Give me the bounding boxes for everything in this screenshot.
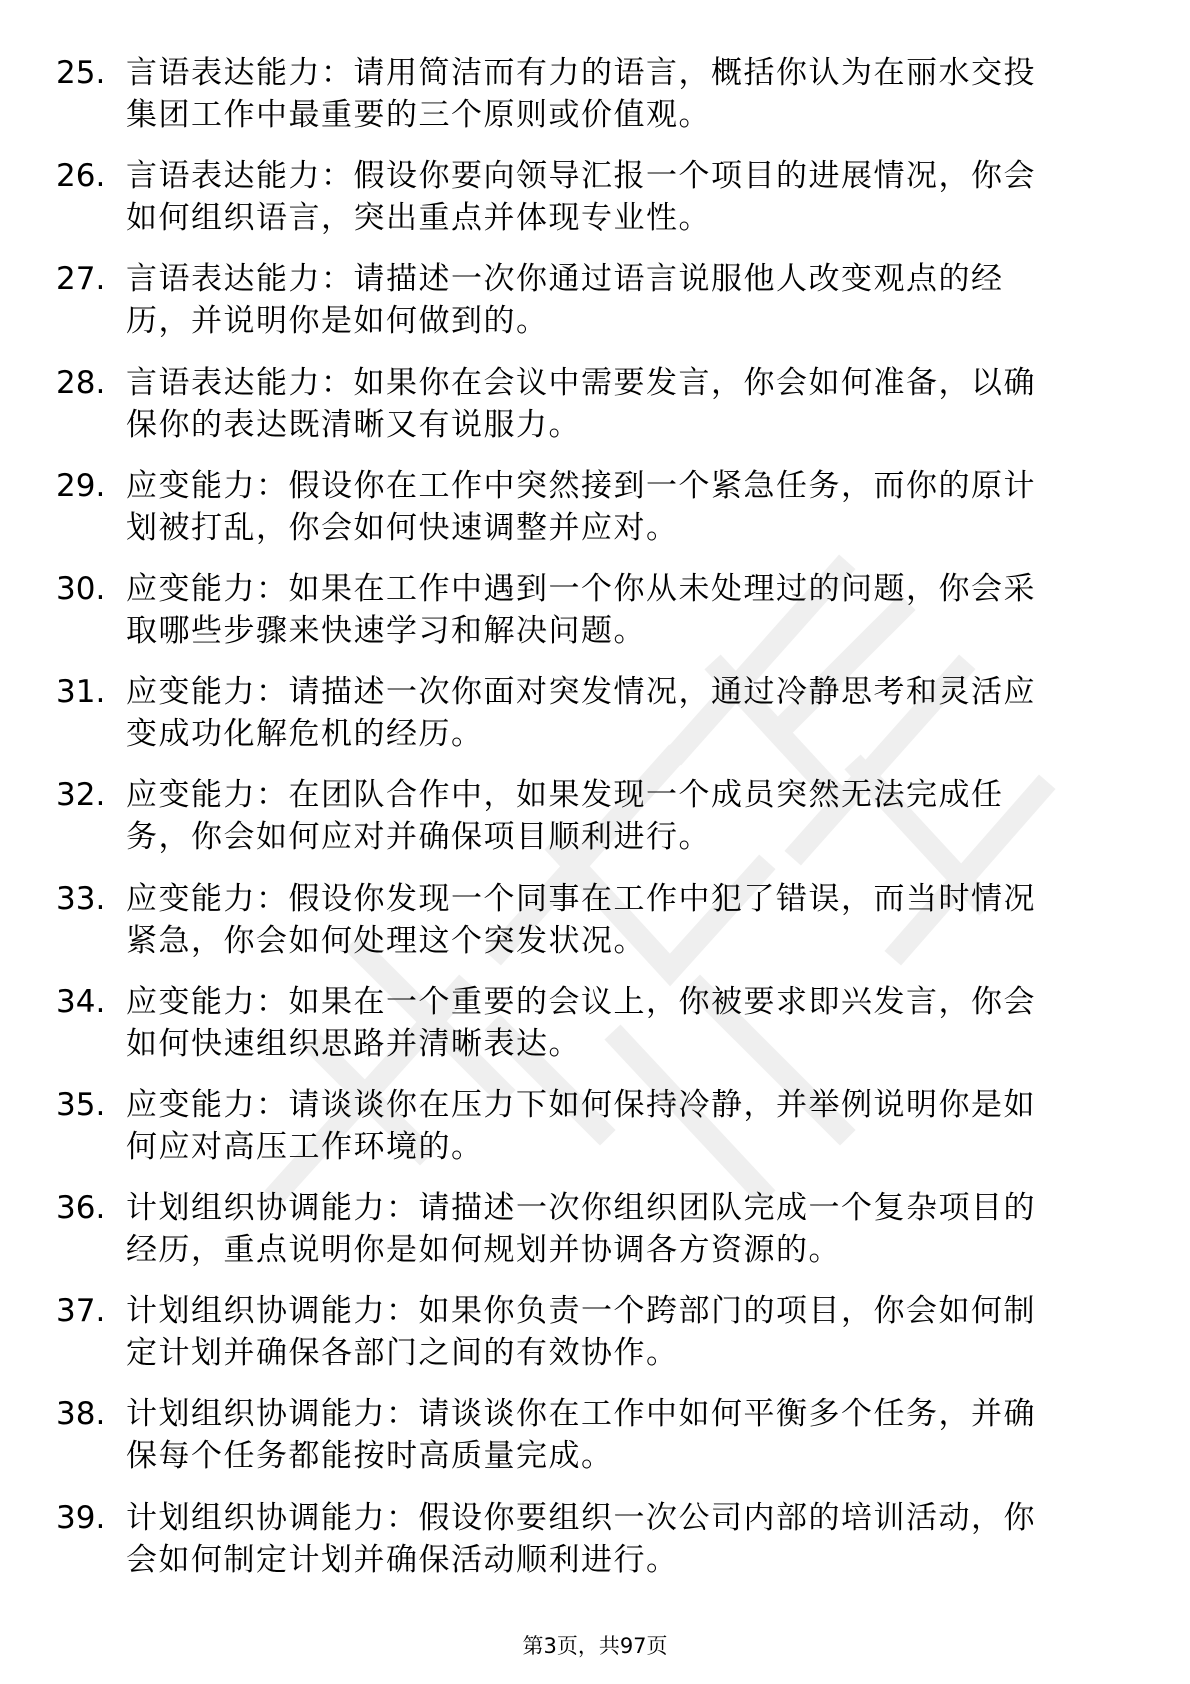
item-text bbox=[126, 362, 1126, 446]
item-text-line: 历，并说明你是如何做到的。 bbox=[126, 303, 549, 340]
item-text-line: 言语表达能力：请用简洁而有力的语言，概括你认为在丽水交投 bbox=[126, 55, 1036, 91]
item-text-line: 保每个任务都能按时高质量完成。 bbox=[126, 1438, 614, 1475]
item-text-line: 保你的表达既清晰又有说服力。 bbox=[126, 406, 581, 443]
item-text bbox=[126, 1290, 1126, 1374]
item-text-line: 计划组织协调能力：请描述一次你组织团队完成一个复杂项目的 bbox=[126, 1190, 1036, 1227]
item-text-line: 应变能力：假设你发现一个同事在工作中犯了错误，而当时情况 bbox=[126, 880, 1036, 917]
list-item bbox=[56, 362, 1136, 465]
item-text bbox=[126, 981, 1126, 1065]
item-number: 33. bbox=[56, 880, 106, 917]
item-number: 35. bbox=[56, 1086, 106, 1123]
list-item bbox=[56, 1393, 1136, 1496]
item-text-line: 计划组织协调能力：假设你要组织一次公司内部的培训活动，你 bbox=[126, 1499, 1036, 1536]
item-text-line: 紧急，你会如何处理这个突发状况。 bbox=[126, 922, 646, 959]
item-number: 25. bbox=[56, 55, 106, 91]
item-number: 28. bbox=[56, 364, 106, 401]
item-text bbox=[126, 258, 1126, 342]
item-number: 32. bbox=[56, 777, 106, 814]
item-number: 27. bbox=[56, 261, 106, 298]
item-text-line: 应变能力：请谈谈你在压力下如何保持冷静，并举例说明你是如 bbox=[126, 1086, 1036, 1123]
question-list bbox=[56, 52, 1136, 1600]
item-text bbox=[126, 774, 1126, 858]
item-text-line: 何应对高压工作环境的。 bbox=[126, 1128, 484, 1165]
item-text bbox=[126, 1187, 1126, 1271]
item-number: 34. bbox=[56, 983, 106, 1020]
item-text-line: 取哪些步骤来快速学习和解决问题。 bbox=[126, 612, 646, 649]
item-text bbox=[126, 878, 1126, 962]
item-number: 39. bbox=[56, 1499, 106, 1536]
item-text bbox=[126, 1393, 1126, 1477]
item-text-line: 言语表达能力：如果你在会议中需要发言，你会如何准备，以确 bbox=[126, 364, 1036, 401]
list-item bbox=[56, 878, 1136, 981]
list-item bbox=[56, 568, 1136, 671]
item-text-line: 应变能力：在团队合作中，如果发现一个成员突然无法完成任 bbox=[126, 777, 1004, 814]
item-text-line: 言语表达能力：假设你要向领导汇报一个项目的进展情况，你会 bbox=[126, 158, 1036, 195]
list-item bbox=[56, 671, 1136, 774]
item-text bbox=[126, 155, 1126, 239]
item-number: 30. bbox=[56, 570, 106, 607]
item-text-line: 变成功化解危机的经历。 bbox=[126, 716, 484, 753]
item-text-line: 应变能力：请描述一次你面对突发情况，通过冷静思考和灵活应 bbox=[126, 674, 1036, 711]
item-text-line: 如何组织语言，突出重点并体现专业性。 bbox=[126, 200, 711, 237]
item-text-line: 如何快速组织思路并清晰表达。 bbox=[126, 1025, 581, 1062]
item-text-line: 应变能力：如果在工作中遇到一个你从未处理过的问题，你会采 bbox=[126, 570, 1036, 607]
item-text bbox=[126, 52, 1126, 136]
item-text-line: 言语表达能力：请描述一次你通过语言说服他人改变观点的经 bbox=[126, 261, 1004, 298]
list-item bbox=[56, 155, 1136, 258]
page-number-footer: 第3页，共97页 bbox=[522, 1634, 668, 1658]
item-text bbox=[126, 671, 1126, 755]
item-text-line: 应变能力：如果在一个重要的会议上，你被要求即兴发言，你会 bbox=[126, 983, 1036, 1020]
item-text-line: 定计划并确保各部门之间的有效协作。 bbox=[126, 1335, 679, 1372]
list-item bbox=[56, 1497, 1136, 1600]
item-number: 31. bbox=[56, 674, 106, 711]
item-text bbox=[126, 465, 1126, 549]
item-text-line: 计划组织协调能力：请谈谈你在工作中如何平衡多个任务，并确 bbox=[126, 1396, 1036, 1433]
item-text bbox=[126, 1084, 1126, 1168]
item-text-line: 集团工作中最重要的三个原则或价值观。 bbox=[126, 97, 711, 133]
item-number: 29. bbox=[56, 467, 106, 504]
list-item bbox=[56, 1187, 1136, 1290]
list-item bbox=[56, 52, 1136, 155]
list-item bbox=[56, 258, 1136, 361]
item-number: 26. bbox=[56, 158, 106, 195]
list-item bbox=[56, 465, 1136, 568]
list-item bbox=[56, 774, 1136, 877]
item-number: 37. bbox=[56, 1293, 106, 1330]
item-text bbox=[126, 1497, 1126, 1581]
list-item bbox=[56, 981, 1136, 1084]
item-text-line: 计划组织协调能力：如果你负责一个跨部门的项目，你会如何制 bbox=[126, 1293, 1036, 1330]
item-number: 38. bbox=[56, 1396, 106, 1433]
list-item bbox=[56, 1084, 1136, 1187]
item-text-line: 应变能力：假设你在工作中突然接到一个紧急任务，而你的原计 bbox=[126, 467, 1036, 504]
item-text-line: 经历，重点说明你是如何规划并协调各方资源的。 bbox=[126, 1232, 841, 1269]
item-text bbox=[126, 568, 1126, 652]
item-text-line: 务，你会如何应对并确保项目顺利进行。 bbox=[126, 819, 711, 856]
list-item bbox=[56, 1290, 1136, 1393]
item-number: 36. bbox=[56, 1190, 106, 1227]
item-text-line: 划被打乱，你会如何快速调整并应对。 bbox=[126, 509, 679, 546]
item-text-line: 会如何制定计划并确保活动顺利进行。 bbox=[126, 1541, 679, 1578]
